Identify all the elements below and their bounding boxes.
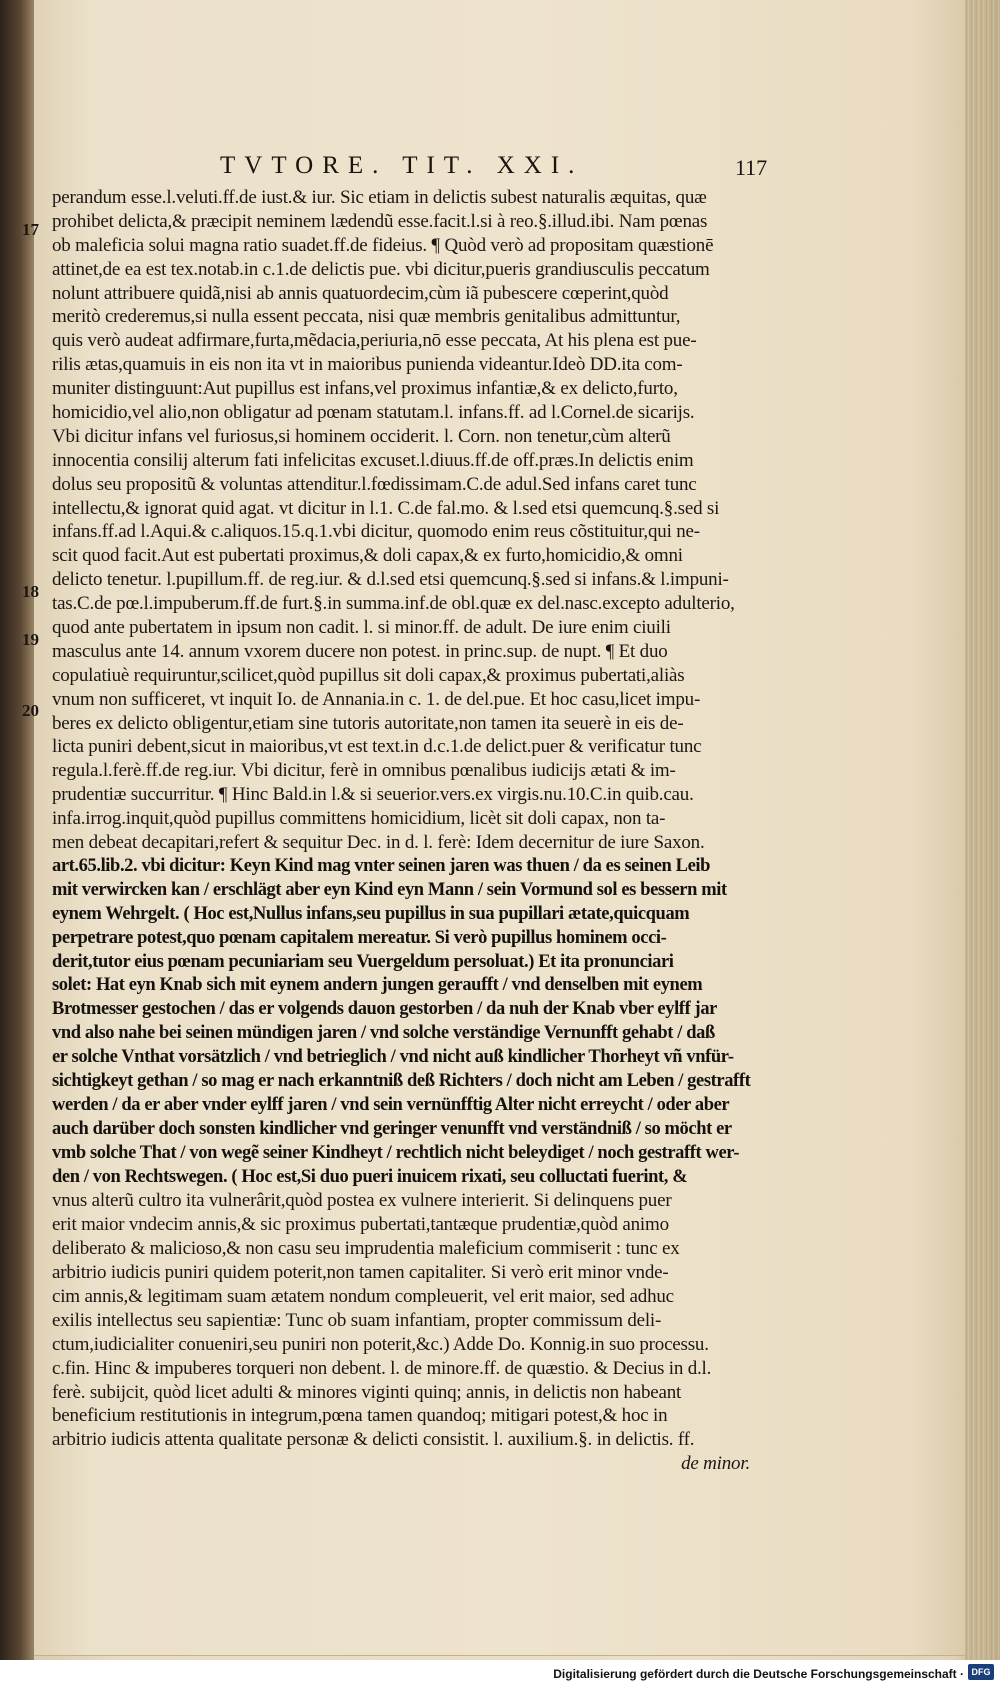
text-line: cim annis,& legitimam suam ætatem nondum compleuerit, vel erit maior, sed adhuc [52,1285,674,1307]
text-line: derit,tutor eius pœnam pecuniariam seu Vuergeldum persoluat.) Et ita pronunciari [52,951,674,972]
text-line: quis verò audeat adfirmare,furta,mẽdacia,periuria,nō esse peccata, At his plena est pue- [52,330,697,352]
text-line: deliberato & malicioso,& non casu seu imprudentia maleficium commiserit : tunc ex [52,1238,680,1260]
body-text [52,186,750,1476]
text-line: scit quod facit.Aut est pubertati proximus,& doli capax,& ex furto,homicidio,& omni [52,545,683,567]
text-line: solet: Hat eyn Knab sich mit eynem andern jungen geraufft / vnd denselben mit eynem [52,975,703,996]
text-line: eynem Wehrgelt. ( Hoc est,Nullus infans,seu pupillus in sua pupillari ætate,quicquam [52,903,690,924]
text-line: er solche Vnthat vorsätzlich / vnd betrieglich / vnd nicht auß kindlicher Thorheyt vñ vnfür- [52,1047,734,1068]
text-line: licta puniri debent,sicut in maioribus,vt est text.in d.c.1.de delict.puer & verificatur tunc [52,736,702,758]
margin-number: 18 [22,582,39,601]
funding-credit: Digitalisierung gefördert durch die Deutsche Forschungsgemeinschaft · [553,1667,964,1681]
text-line: ob maleficia solui magna ratio suadet.ff.de fideius. ¶ Quòd verò ad propositam quæstionē [52,234,714,256]
page-number: 117 [735,155,768,180]
text-line: infa.irrog.inquit,quòd pupillus committens homicidium, licèt sit doli capax, non ta- [52,808,666,830]
text-line: den / von Rechtswegen. ( Hoc est,Si duo pueri inuicem rixati, seu colluctati fuerint, & [52,1166,688,1187]
margin-number: 20 [22,701,39,720]
text-line: mit verwircken kan / erschlägt aber eyn Kind eyn Mann / sein Vormund sol es bessern mit [52,879,727,900]
running-head: TVTORE. TIT. XXI. [220,152,584,179]
text-line: copulatiuè requiruntur,scilicet,quòd pupillus sit doli capax,& proximus pubertati,aliàs [52,664,685,686]
text-line: muniter distinguunt:Aut pupillus est infans,vel proximus infantiæ,& ex delicto,furto, [52,378,678,400]
book-spine [0,0,34,1660]
margin-number: 19 [22,630,39,649]
text-line: attinet,de ea est tex.notab.in c.1.de delictis pue. vbi dicitur,pueris grandiusculis peccatum [52,258,710,280]
text-line: rilis ætas,quamuis in eis non ita vt in maioribus punienda videantur.Ideò DD.ita com- [52,354,683,376]
margin-number: 17 [22,220,39,239]
text-line: dolus seu propositũ & voluntas attenditur.l.fœdissimam.C.de adul.Sed infans caret tunc [52,473,697,495]
text-line: auch darüber doch sonsten kindlicher vnd geringer venunfft vnd verständniß / so möcht er [52,1118,732,1139]
page-edges [965,0,1000,1660]
text-line: sichtigkeyt gethan / so mag er nach erkanntniß deß Richters / doch nicht am Leben / gestrafft [52,1070,751,1091]
text-line: de minor. [681,1453,750,1475]
text-line: men debeat decapitari,refert & sequitur Dec. in d. l. ferè: Idem decernitur de iure Saxon. [52,832,705,854]
dfg-logo: DFG [968,1664,994,1680]
text-line: erit maior vndecim annis,& sic proximus pubertati,tantæque prudentiæ,quòd animo [52,1214,669,1236]
text-line: perpetrare potest,quo pœnam capitalem mereatur. Si verò pupillus hominem occi- [52,927,667,948]
text-line: tas.C.de pœ.l.impuberum.ff.de furt.§.in summa.inf.de obl.quæ ex del.nasc.excepto adulterio, [52,593,735,615]
text-line: delicto tenetur. l.pupillum.ff. de reg.iur. & d.l.sed etsi quemcunq.§.sed si infans.& l.impuni- [52,569,729,591]
text-line: homicidio,vel alio,non obligatur ad pœnam statutam.l. infans.ff. ad l.Cornel.de sicarijs. [52,402,695,424]
text-line: werden / da er aber vnder eylff jaren / vnd sein vernünfftig Alter nicht erreycht / oder aber [52,1094,730,1115]
text-line: ctum,iudicialiter conueniri,seu puniri non poterit,&c.) Adde Do. Konnig.in suo processu. [52,1333,709,1355]
text-line: beneficium restitutionis in integrum,pœna tamen quandoq; mitigari potest,& hoc in [52,1405,668,1427]
text-line: arbitrio iudicis attenta qualitate personæ & delicti consistit. l. auxilium.§. in delictis. ff. [52,1429,695,1451]
text-line: Vbi dicitur infans vel furiosus,si hominem occiderit. l. Corn. non tenetur,cùm alterũ [52,425,671,447]
text-line: vnd also nahe bei seinen mündigen jaren / vnd solche verständige Vernunfft gehabt / daß [52,1023,715,1044]
text-line: exilis intellectus seu sapientiæ: Tunc ob suam infantiam, propter commissum deli- [52,1309,662,1331]
text-line: ferè. subijcit, quòd licet adulti & minores viginti quinq; annis, in delictis non habeant [52,1381,682,1403]
text-line: vnus alterũ cultro ita vulnerârit,quòd postea ex vulnere interierit. Si delinquens puer [52,1190,672,1212]
text-line: arbitrio iudicis puniri quidem poterit,non tamen capitaliter. Si verò erit minor vnde- [52,1262,669,1284]
text-line: prudentiæ succurritur. ¶ Hinc Bald.in l.& si seuerior.vers.ex virgis.nu.10.C.in quib.cau. [52,784,694,806]
text-line: masculus ante 14. annum vxorem ducere non potest. in princ.sup. de nupt. ¶ Et duo [52,640,668,662]
text-line: vmb solche That / von wegẽ seiner Kindheyt / rechtlich nicht beleydiget / noch gestrafft wer- [52,1142,740,1163]
text-line: quod ante pubertatem in ipsum non cadit. l. si minor.ff. de adult. De iure enim ciuili [52,617,671,639]
text-line: intellectu,& ignorat quid agat. vt dicitur in l.1. C.de fal.mo. & l.sed etsi quemcunq.§.sed si [52,497,720,519]
text-line: innocentia consilij alterum fati infelicitas excuset.l.diuus.ff.de off.præs.In delictis enim [52,449,694,471]
text-line: art.65.lib.2. vbi dicitur: Keyn Kind mag vnter seinen jaren was thuen / da es seinen Leib [52,855,711,876]
text-line: beres ex delicto obligentur,etiam sine tutoris autoritate,non tamen ita seuerè in eis de- [52,712,684,734]
text-line: c.fin. Hinc & impuberes torqueri non debent. l. de minore.ff. de quæstio. & Decius in d.l. [52,1357,712,1379]
text-line: perandum esse.l.veluti.ff.de iust.& iur. Sic etiam in delictis subest naturalis æquitas, quæ [52,187,707,208]
text-line: meritò crederemus,si nulla essent peccata, nisi quæ membris genitalibus admittuntur, [52,306,681,328]
text-line: prohibet delicta,& præcipit neminem lædendũ esse.facit.l.si à reo.§.illud.ibi. Nam pœnas [52,210,708,232]
text-line: regula.l.ferè.ff.de reg.iur. Vbi dicitur, ferè in omnibus pœnalibus iudicijs ætati & im- [52,760,676,782]
text-line: nolunt attribuere quidã,nisi ab annis quatuordecim,cùm iã pubescere cœperint,quòd [52,282,669,304]
text-line: vnum non sufficeret, vt inquit Io. de Annania.in c. 1. de del.pue. Et hoc casu,licet impu- [52,688,701,710]
text-line: infans.ff.ad l.Aqui.& c.aliquos.15.q.1.vbi dicitur, quomodo enim reus cõstituitur,qui ne- [52,521,700,543]
text-line: Brotmesser gestochen / das er volgends dauon gestorben / da nuh der Knab vber eylff jar [52,999,717,1020]
